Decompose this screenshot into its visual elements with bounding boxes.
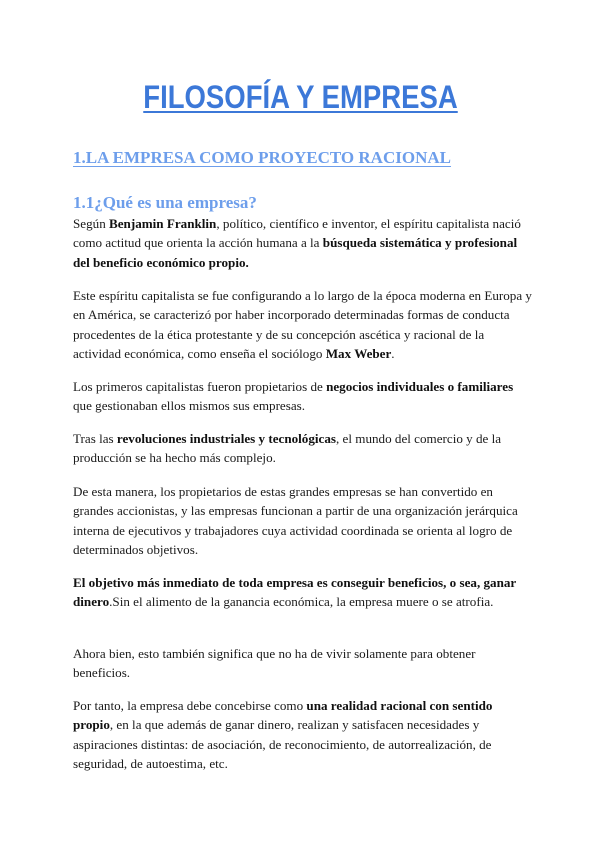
- bold-text: revoluciones industriales y tecnológicas: [116, 431, 336, 446]
- paragraph-text: De esta manera, los propietarios de estas grandes empresas se han convertido en grandes accionistas, y las empresas funcionan a partir de una organización jerárquica interna de ejecutivos y trabajadores cuya actividad coordinada se orienta al logro de determinados objetivos.: [73, 484, 518, 558]
- bold-text: una realidad racional con sentido propio: [73, 698, 493, 733]
- paragraph-text: Este espíritu capitalista se fue configurando a lo largo de la época moderna en Europa y en América, se caracterizó por haber incorporado determinadas formas de conducta procedentes de la ética protestante y de su concepción ascética y racional de la actividad económica, como enseña el sociólogo: [73, 288, 532, 362]
- paragraph-revolutions: [73, 429, 533, 468]
- paragraph-rational-reality: [73, 696, 533, 774]
- paragraph-weber: [73, 286, 533, 364]
- paragraph-text: Tras las: [73, 431, 117, 446]
- paragraph-text: Por tanto, la empresa debe concebirse como: [73, 698, 307, 713]
- paragraph-text: Según: [73, 216, 110, 231]
- paragraph-objective: [73, 573, 533, 612]
- paragraph-text: .: [391, 346, 395, 362]
- paragraph-text: que gestionaban ellos mismos sus empresas.: [73, 398, 306, 414]
- paragraph-text: , el mundo del comercio y de la producción se ha hecho más complejo.: [73, 431, 502, 466]
- bold-text: negocios individuales o familiares: [326, 379, 514, 394]
- paragraph-text: , en la que además de ganar dinero, realizan y satisfacen necesidades y aspiraciones distintas: de asociación, de reconocimiento, de autorrealización, de seguridad, de autoestima, etc.: [73, 717, 492, 772]
- paragraph-not-only-profit: [73, 644, 533, 683]
- paragraph-text: , político, científico e inventor, el espíritu capitalista nació como actitud que orienta la acción humana a la: [73, 216, 521, 251]
- subsection-heading: 1.1¿Qué es una empresa?: [73, 193, 257, 212]
- paragraph-text: .Sin el alimento de la ganancia económica, la empresa muere o se atrofia.: [109, 594, 494, 610]
- paragraph-text: Ahora bien, esto también significa que no ha de vivir solamente para obtener beneficios.: [73, 646, 476, 681]
- document-title: FILOSOFÍA Y EMPRESA: [143, 79, 458, 115]
- bold-text: Max Weber: [325, 346, 392, 362]
- bold-text: El objetivo más inmediato de toda empresa es conseguir beneficios, o sea, ganar dinero: [73, 575, 516, 610]
- paragraph-shareholders: [73, 482, 533, 560]
- bold-text: búsqueda sistemática y profesional del beneficio económico propio.: [73, 235, 518, 270]
- paragraph-text: Los primeros capitalistas fueron propietarios de: [73, 379, 327, 394]
- bold-text: Benjamin Franklin: [109, 216, 217, 231]
- paragraph-franklin: [73, 214, 533, 272]
- section-heading: 1.LA EMPRESA COMO PROYECTO RACIONAL: [73, 148, 451, 167]
- paragraph-first-capitalists: [73, 377, 533, 416]
